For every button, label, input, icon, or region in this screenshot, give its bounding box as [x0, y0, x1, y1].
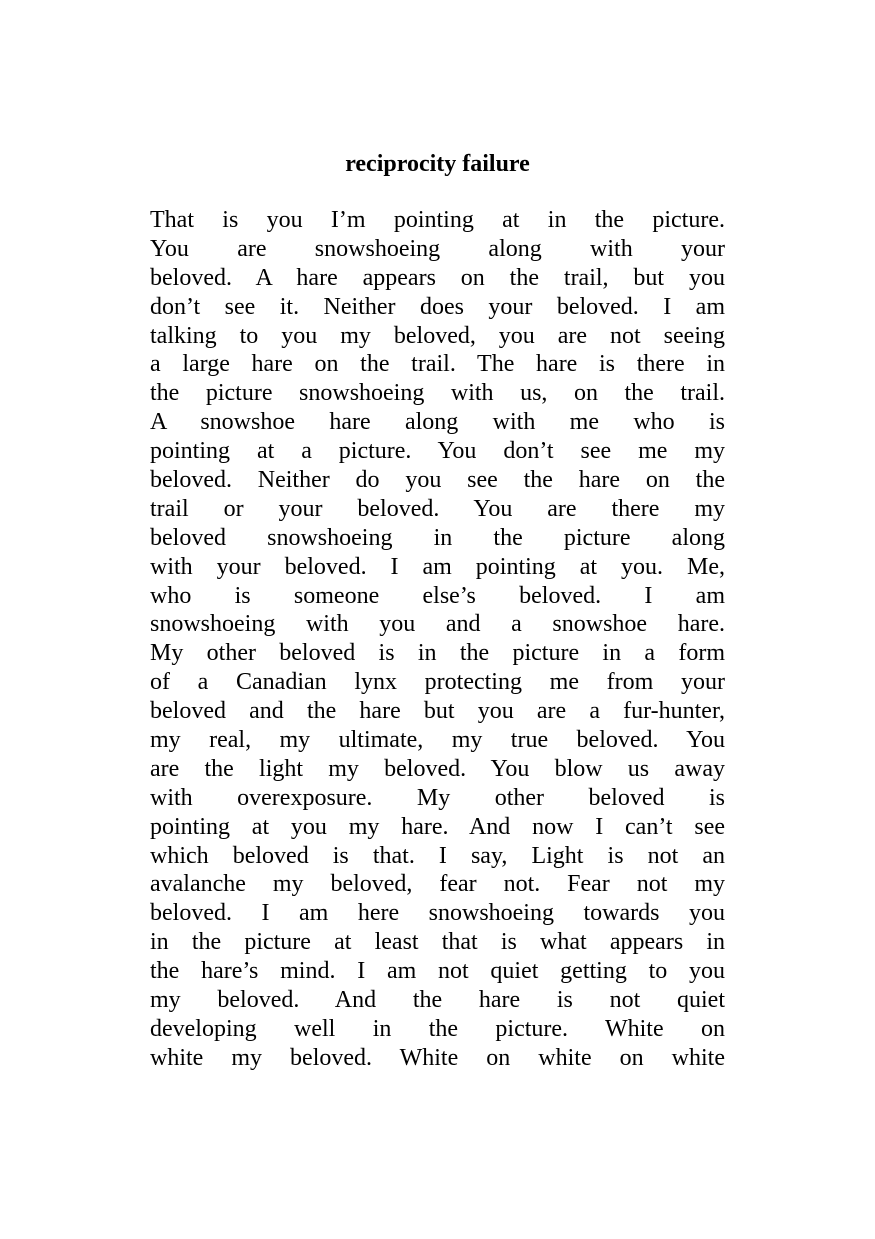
poem-line: the hare’s mind. I am not quiet getting to you	[150, 958, 725, 985]
poem-line: developing well in the picture. White on	[150, 1015, 725, 1042]
poem-line: beloved. Neither do you see the hare on the	[150, 467, 725, 494]
poem-line: which beloved is that. I say, Light is not an	[150, 842, 725, 869]
poem-line: with overexposure. My other beloved is	[150, 784, 725, 811]
poem-line: my real, my ultimate, my true beloved. You	[150, 727, 725, 754]
poem-line: who is someone else’s beloved. I am	[150, 582, 725, 609]
poem-line: beloved snowshoeing in the picture along	[150, 524, 725, 551]
poem-title: reciprocity failure	[345, 151, 530, 177]
poem-line: avalanche my beloved, fear not. Fear not my	[150, 871, 725, 898]
poem-line: pointing at a picture. You don’t see me my	[150, 438, 725, 465]
poem-line: beloved and the hare but you are a fur-hunter,	[150, 698, 725, 725]
poem-line: my beloved. And the hare is not quiet	[150, 987, 725, 1014]
poem-line: My other beloved is in the picture in a form	[150, 640, 725, 667]
poem-line: That is you I’m pointing at in the picture.	[150, 207, 725, 233]
poem-line: with your beloved. I am pointing at you. Me,	[150, 553, 725, 580]
poem-line: beloved. A hare appears on the trail, but you	[150, 264, 725, 291]
poem-line: white my beloved. White on white on white	[150, 1044, 725, 1071]
poem-line: trail or your beloved. You are there my	[150, 495, 725, 522]
poem-line: A snowshoe hare along with me who is	[150, 409, 725, 436]
poem-line: talking to you my beloved, you are not seeing	[150, 322, 725, 349]
poem-line: snowshoeing with you and a snowshoe hare.	[150, 611, 725, 638]
poem-line: in the picture at least that is what appears in	[150, 929, 725, 956]
poem-body	[150, 206, 725, 1073]
poem-line: of a Canadian lynx protecting me from your	[150, 669, 725, 696]
poem-line: beloved. I am here snowshoeing towards you	[150, 900, 725, 927]
poem-line: the picture snowshoeing with us, on the trail.	[150, 380, 725, 407]
poem-line: a large hare on the trail. The hare is there in	[150, 351, 725, 378]
poem-line: You are snowshoeing along with your	[150, 235, 725, 262]
poem-line: pointing at you my hare. And now I can’t see	[150, 813, 725, 840]
poem-line: don’t see it. Neither does your beloved. I am	[150, 293, 725, 320]
poem-line: are the light my beloved. You blow us away	[150, 755, 725, 782]
